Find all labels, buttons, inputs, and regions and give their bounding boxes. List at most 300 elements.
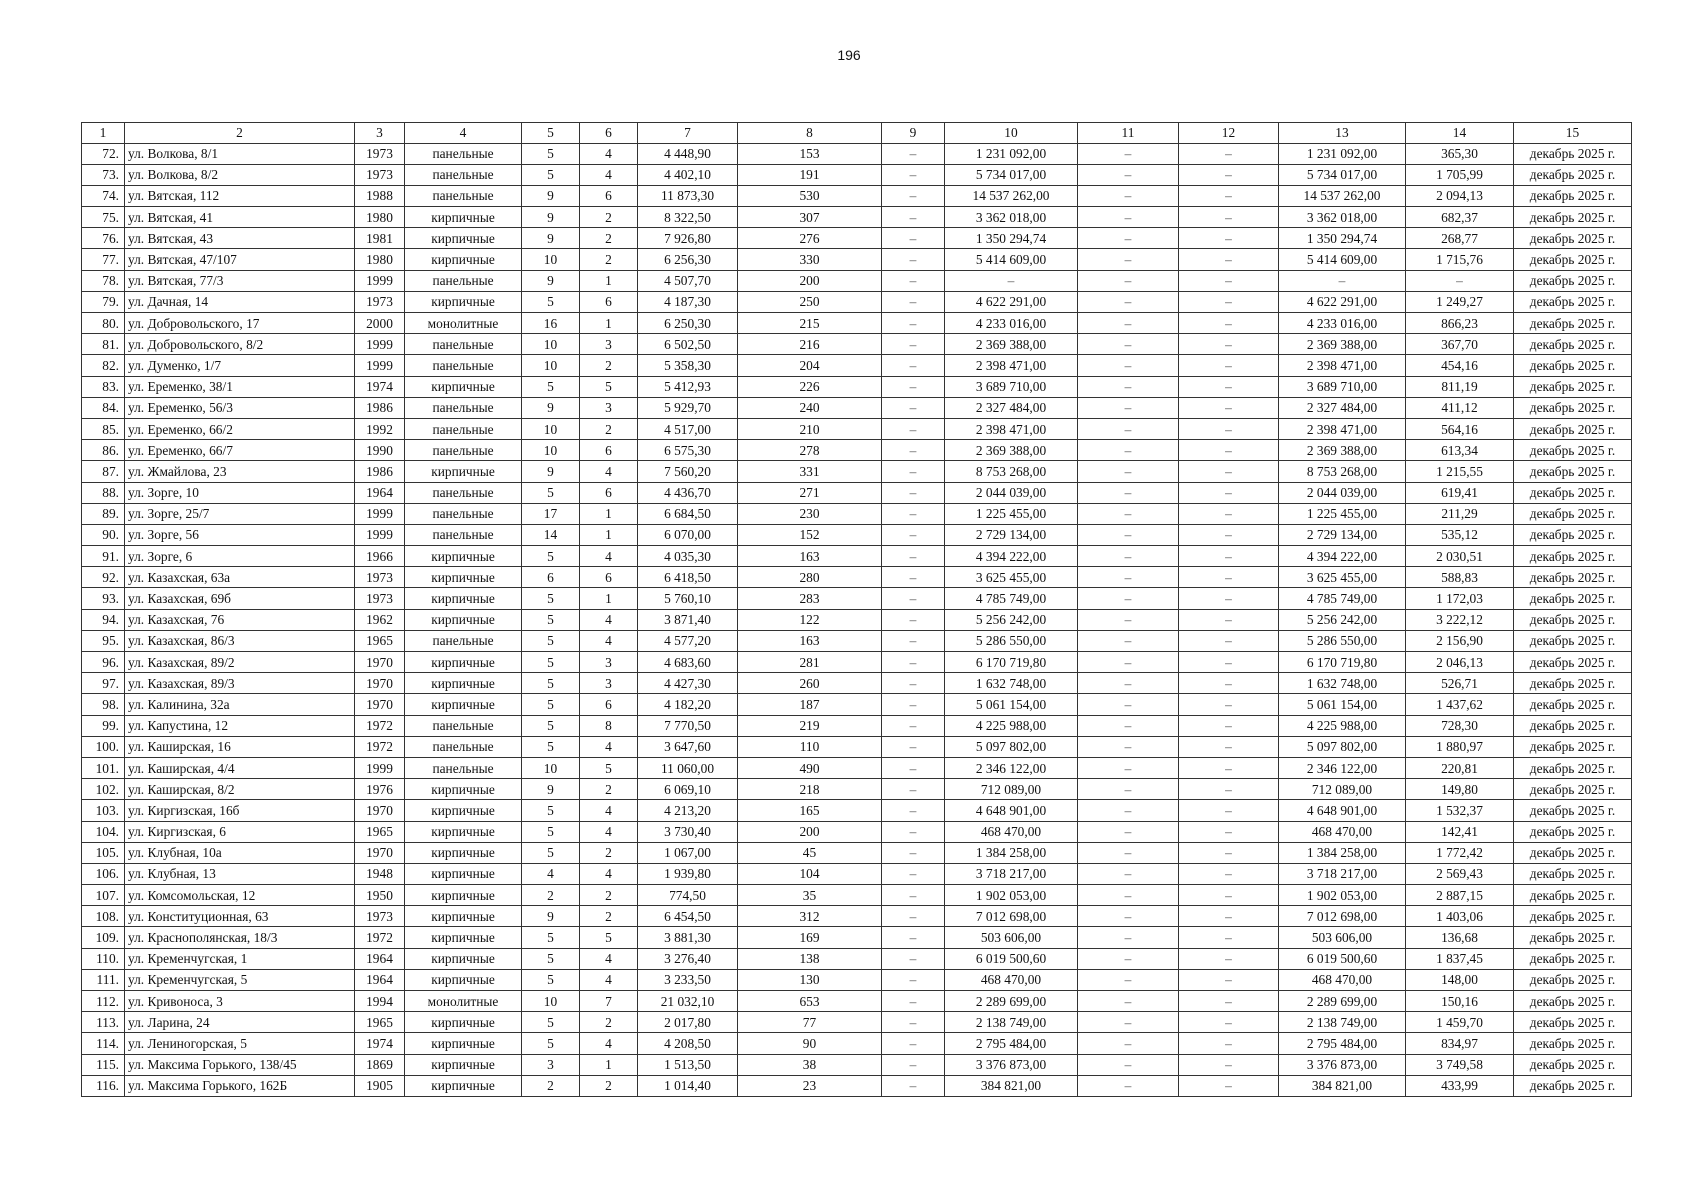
table-row bbox=[82, 164, 1632, 185]
cell-col-9: – bbox=[882, 461, 945, 482]
cell-total-cost: 4 225 988,00 bbox=[1279, 715, 1406, 736]
cell-residents: 35 bbox=[738, 885, 882, 906]
cell-year-built: 1999 bbox=[355, 757, 405, 778]
cell-col-12: – bbox=[1179, 948, 1279, 969]
cell-floors: 5 bbox=[522, 715, 580, 736]
cell-residents: 215 bbox=[738, 313, 882, 334]
cell-col-12: – bbox=[1179, 969, 1279, 990]
cell-total-area: 774,50 bbox=[638, 885, 738, 906]
cell-address: ул. Клубная, 13 bbox=[125, 863, 355, 884]
table-row bbox=[82, 821, 1632, 842]
cell-entrances: 4 bbox=[580, 143, 638, 164]
cell-cost: 1 632 748,00 bbox=[945, 673, 1078, 694]
cell-residents: 230 bbox=[738, 503, 882, 524]
cell-floors: 5 bbox=[522, 630, 580, 651]
cell-col-12: – bbox=[1179, 715, 1279, 736]
cell-col-9: – bbox=[882, 694, 945, 715]
cell-row-number: 103. bbox=[82, 800, 125, 821]
cell-row-number: 83. bbox=[82, 376, 125, 397]
cell-wall-material: панельные bbox=[405, 164, 522, 185]
cell-deadline: декабрь 2025 г. bbox=[1514, 567, 1632, 588]
cell-col-9: – bbox=[882, 1033, 945, 1054]
cell-cost: 3 689 710,00 bbox=[945, 376, 1078, 397]
cell-total-area: 3 871,40 bbox=[638, 609, 738, 630]
cell-col-9: – bbox=[882, 736, 945, 757]
table-row bbox=[82, 736, 1632, 757]
cell-entrances: 3 bbox=[580, 397, 638, 418]
cell-row-number: 91. bbox=[82, 546, 125, 567]
cell-address: ул. Казахская, 76 bbox=[125, 609, 355, 630]
cell-col-11: – bbox=[1078, 715, 1179, 736]
cell-deadline: декабрь 2025 г. bbox=[1514, 164, 1632, 185]
table-row bbox=[82, 588, 1632, 609]
cell-wall-material: кирпичные bbox=[405, 291, 522, 312]
cell-total-cost: 2 398 471,00 bbox=[1279, 418, 1406, 439]
cell-cost: 2 327 484,00 bbox=[945, 397, 1078, 418]
cell-year-built: 1962 bbox=[355, 609, 405, 630]
table-row bbox=[82, 418, 1632, 439]
cell-col-9: – bbox=[882, 906, 945, 927]
cell-col-11: – bbox=[1078, 1012, 1179, 1033]
cell-year-built: 1970 bbox=[355, 673, 405, 694]
cell-cost-per-sqm: 2 887,15 bbox=[1406, 885, 1514, 906]
cell-residents: 331 bbox=[738, 461, 882, 482]
cell-row-number: 96. bbox=[82, 652, 125, 673]
cell-total-cost: 2 398 471,00 bbox=[1279, 355, 1406, 376]
cell-residents: 216 bbox=[738, 334, 882, 355]
cell-year-built: 1970 bbox=[355, 694, 405, 715]
table-row bbox=[82, 673, 1632, 694]
cell-entrances: 2 bbox=[580, 1075, 638, 1096]
cell-col-11: – bbox=[1078, 821, 1179, 842]
cell-deadline: декабрь 2025 г. bbox=[1514, 991, 1632, 1012]
cell-floors: 4 bbox=[522, 863, 580, 884]
cell-col-9: – bbox=[882, 546, 945, 567]
cell-col-9: – bbox=[882, 1075, 945, 1096]
cell-col-12: – bbox=[1179, 991, 1279, 1012]
cell-residents: 280 bbox=[738, 567, 882, 588]
cell-entrances: 2 bbox=[580, 885, 638, 906]
cell-residents: 271 bbox=[738, 482, 882, 503]
table-row bbox=[82, 991, 1632, 1012]
cell-cost: 2 398 471,00 bbox=[945, 355, 1078, 376]
cell-year-built: 1869 bbox=[355, 1054, 405, 1075]
cell-address: ул. Клубная, 10а bbox=[125, 842, 355, 863]
cell-residents: 77 bbox=[738, 1012, 882, 1033]
cell-year-built: 1999 bbox=[355, 524, 405, 545]
cell-total-cost: 2 327 484,00 bbox=[1279, 397, 1406, 418]
cell-cost: 6 170 719,80 bbox=[945, 652, 1078, 673]
cell-year-built: 1981 bbox=[355, 228, 405, 249]
table-row bbox=[82, 376, 1632, 397]
register-table bbox=[81, 122, 1632, 1097]
cell-deadline: декабрь 2025 г. bbox=[1514, 313, 1632, 334]
cell-cost: 468 470,00 bbox=[945, 821, 1078, 842]
cell-deadline: декабрь 2025 г. bbox=[1514, 694, 1632, 715]
cell-row-number: 95. bbox=[82, 630, 125, 651]
cell-deadline: декабрь 2025 г. bbox=[1514, 948, 1632, 969]
cell-floors: 10 bbox=[522, 991, 580, 1012]
cell-total-cost: 4 394 222,00 bbox=[1279, 546, 1406, 567]
cell-floors: 6 bbox=[522, 567, 580, 588]
cell-floors: 14 bbox=[522, 524, 580, 545]
cell-deadline: декабрь 2025 г. bbox=[1514, 440, 1632, 461]
cell-cost: 14 537 262,00 bbox=[945, 185, 1078, 206]
cell-address: ул. Добровольского, 8/2 bbox=[125, 334, 355, 355]
table-row bbox=[82, 800, 1632, 821]
cell-row-number: 76. bbox=[82, 228, 125, 249]
cell-deadline: декабрь 2025 г. bbox=[1514, 1033, 1632, 1054]
cell-cost: 2 044 039,00 bbox=[945, 482, 1078, 503]
cell-col-9: – bbox=[882, 270, 945, 291]
cell-cost: 6 019 500,60 bbox=[945, 948, 1078, 969]
cell-total-area: 7 770,50 bbox=[638, 715, 738, 736]
cell-cost-per-sqm: 811,19 bbox=[1406, 376, 1514, 397]
cell-col-9: – bbox=[882, 1054, 945, 1075]
cell-address: ул. Думенко, 1/7 bbox=[125, 355, 355, 376]
cell-address: ул. Казахская, 89/3 bbox=[125, 673, 355, 694]
cell-col-12: – bbox=[1179, 800, 1279, 821]
cell-residents: 169 bbox=[738, 927, 882, 948]
cell-wall-material: кирпичные bbox=[405, 927, 522, 948]
cell-wall-material: панельные bbox=[405, 715, 522, 736]
cell-deadline: декабрь 2025 г. bbox=[1514, 842, 1632, 863]
cell-entrances: 5 bbox=[580, 757, 638, 778]
cell-floors: 5 bbox=[522, 1033, 580, 1054]
cell-total-cost: 4 785 749,00 bbox=[1279, 588, 1406, 609]
cell-wall-material: кирпичные bbox=[405, 969, 522, 990]
cell-wall-material: кирпичные bbox=[405, 249, 522, 270]
cell-total-cost: 468 470,00 bbox=[1279, 969, 1406, 990]
cell-address: ул. Волкова, 8/2 bbox=[125, 164, 355, 185]
cell-entrances: 2 bbox=[580, 1012, 638, 1033]
cell-total-area: 8 322,50 bbox=[638, 207, 738, 228]
cell-year-built: 1965 bbox=[355, 630, 405, 651]
cell-cost-per-sqm: 1 880,97 bbox=[1406, 736, 1514, 757]
cell-wall-material: кирпичные bbox=[405, 1075, 522, 1096]
cell-residents: 278 bbox=[738, 440, 882, 461]
cell-cost-per-sqm: 1 215,55 bbox=[1406, 461, 1514, 482]
cell-address: ул. Вятская, 41 bbox=[125, 207, 355, 228]
cell-address: ул. Каширская, 8/2 bbox=[125, 779, 355, 800]
cell-col-12: – bbox=[1179, 673, 1279, 694]
cell-wall-material: кирпичные bbox=[405, 461, 522, 482]
cell-address: ул. Еременко, 66/2 bbox=[125, 418, 355, 439]
cell-deadline: декабрь 2025 г. bbox=[1514, 673, 1632, 694]
cell-cost-per-sqm: 1 437,62 bbox=[1406, 694, 1514, 715]
cell-col-12: – bbox=[1179, 334, 1279, 355]
cell-deadline: декабрь 2025 г. bbox=[1514, 461, 1632, 482]
table-row bbox=[82, 1033, 1632, 1054]
cell-total-cost: 2 795 484,00 bbox=[1279, 1033, 1406, 1054]
cell-wall-material: панельные bbox=[405, 736, 522, 757]
table-row bbox=[82, 652, 1632, 673]
cell-cost-per-sqm: 142,41 bbox=[1406, 821, 1514, 842]
cell-wall-material: панельные bbox=[405, 757, 522, 778]
cell-year-built: 1974 bbox=[355, 1033, 405, 1054]
cell-total-area: 11 060,00 bbox=[638, 757, 738, 778]
cell-entrances: 5 bbox=[580, 927, 638, 948]
cell-deadline: декабрь 2025 г. bbox=[1514, 863, 1632, 884]
cell-row-number: 79. bbox=[82, 291, 125, 312]
cell-col-9: – bbox=[882, 1012, 945, 1033]
cell-entrances: 1 bbox=[580, 524, 638, 545]
cell-col-11: – bbox=[1078, 207, 1179, 228]
header-cell-10: 10 bbox=[945, 123, 1078, 144]
cell-col-11: – bbox=[1078, 1075, 1179, 1096]
table-row bbox=[82, 440, 1632, 461]
cell-deadline: декабрь 2025 г. bbox=[1514, 185, 1632, 206]
cell-floors: 5 bbox=[522, 842, 580, 863]
cell-col-12: – bbox=[1179, 143, 1279, 164]
cell-deadline: декабрь 2025 г. bbox=[1514, 207, 1632, 228]
cell-row-number: 106. bbox=[82, 863, 125, 884]
cell-col-12: – bbox=[1179, 291, 1279, 312]
table-row bbox=[82, 482, 1632, 503]
cell-total-cost: 1 632 748,00 bbox=[1279, 673, 1406, 694]
cell-col-9: – bbox=[882, 800, 945, 821]
cell-total-cost: 3 625 455,00 bbox=[1279, 567, 1406, 588]
cell-deadline: декабрь 2025 г. bbox=[1514, 270, 1632, 291]
cell-address: ул. Конституционная, 63 bbox=[125, 906, 355, 927]
cell-total-cost: 5 286 550,00 bbox=[1279, 630, 1406, 651]
cell-entrances: 1 bbox=[580, 503, 638, 524]
cell-floors: 5 bbox=[522, 291, 580, 312]
table-row bbox=[82, 143, 1632, 164]
cell-col-11: – bbox=[1078, 694, 1179, 715]
cell-residents: 312 bbox=[738, 906, 882, 927]
cell-total-cost: 503 606,00 bbox=[1279, 927, 1406, 948]
table-row bbox=[82, 948, 1632, 969]
cell-cost-per-sqm: 1 172,03 bbox=[1406, 588, 1514, 609]
cell-floors: 5 bbox=[522, 376, 580, 397]
cell-row-number: 109. bbox=[82, 927, 125, 948]
cell-wall-material: кирпичные bbox=[405, 588, 522, 609]
cell-wall-material: кирпичные bbox=[405, 652, 522, 673]
cell-floors: 9 bbox=[522, 207, 580, 228]
cell-col-9: – bbox=[882, 524, 945, 545]
cell-col-12: – bbox=[1179, 1075, 1279, 1096]
cell-residents: 218 bbox=[738, 779, 882, 800]
cell-row-number: 75. bbox=[82, 207, 125, 228]
cell-residents: 163 bbox=[738, 630, 882, 651]
cell-col-11: – bbox=[1078, 863, 1179, 884]
cell-wall-material: монолитные bbox=[405, 313, 522, 334]
cell-col-9: – bbox=[882, 757, 945, 778]
cell-floors: 5 bbox=[522, 546, 580, 567]
cell-floors: 9 bbox=[522, 185, 580, 206]
cell-row-number: 80. bbox=[82, 313, 125, 334]
cell-col-12: – bbox=[1179, 821, 1279, 842]
table-row bbox=[82, 1054, 1632, 1075]
cell-entrances: 6 bbox=[580, 694, 638, 715]
cell-cost-per-sqm: 454,16 bbox=[1406, 355, 1514, 376]
table-row bbox=[82, 863, 1632, 884]
cell-total-cost: 1 384 258,00 bbox=[1279, 842, 1406, 863]
cell-address: ул. Кременчугская, 1 bbox=[125, 948, 355, 969]
cell-total-cost: 8 753 268,00 bbox=[1279, 461, 1406, 482]
cell-wall-material: кирпичные bbox=[405, 1033, 522, 1054]
cell-total-area: 6 070,00 bbox=[638, 524, 738, 545]
cell-residents: 163 bbox=[738, 546, 882, 567]
cell-residents: 90 bbox=[738, 1033, 882, 1054]
cell-col-9: – bbox=[882, 842, 945, 863]
cell-col-9: – bbox=[882, 228, 945, 249]
cell-cost: 3 376 873,00 bbox=[945, 1054, 1078, 1075]
cell-row-number: 72. bbox=[82, 143, 125, 164]
cell-total-cost: 712 089,00 bbox=[1279, 779, 1406, 800]
cell-total-cost: 468 470,00 bbox=[1279, 821, 1406, 842]
cell-total-cost: 14 537 262,00 bbox=[1279, 185, 1406, 206]
cell-cost: 4 225 988,00 bbox=[945, 715, 1078, 736]
cell-entrances: 4 bbox=[580, 1033, 638, 1054]
cell-address: ул. Каширская, 4/4 bbox=[125, 757, 355, 778]
cell-total-area: 4 182,20 bbox=[638, 694, 738, 715]
cell-residents: 130 bbox=[738, 969, 882, 990]
cell-floors: 9 bbox=[522, 779, 580, 800]
cell-deadline: декабрь 2025 г. bbox=[1514, 652, 1632, 673]
cell-deadline: декабрь 2025 г. bbox=[1514, 885, 1632, 906]
cell-floors: 5 bbox=[522, 800, 580, 821]
cell-total-area: 3 730,40 bbox=[638, 821, 738, 842]
cell-wall-material: кирпичные bbox=[405, 207, 522, 228]
cell-cost-per-sqm: 526,71 bbox=[1406, 673, 1514, 694]
cell-total-cost: – bbox=[1279, 270, 1406, 291]
cell-total-cost: 2 346 122,00 bbox=[1279, 757, 1406, 778]
cell-address: ул. Еременко, 66/7 bbox=[125, 440, 355, 461]
cell-deadline: декабрь 2025 г. bbox=[1514, 503, 1632, 524]
cell-year-built: 1986 bbox=[355, 461, 405, 482]
cell-entrances: 6 bbox=[580, 482, 638, 503]
cell-entrances: 2 bbox=[580, 228, 638, 249]
cell-deadline: декабрь 2025 г. bbox=[1514, 1075, 1632, 1096]
cell-residents: 153 bbox=[738, 143, 882, 164]
cell-total-cost: 5 414 609,00 bbox=[1279, 249, 1406, 270]
cell-cost: 5 286 550,00 bbox=[945, 630, 1078, 651]
cell-wall-material: кирпичные bbox=[405, 779, 522, 800]
cell-floors: 5 bbox=[522, 482, 580, 503]
cell-address: ул. Казахская, 63а bbox=[125, 567, 355, 588]
cell-col-9: – bbox=[882, 715, 945, 736]
cell-address: ул. Казахская, 86/3 bbox=[125, 630, 355, 651]
cell-col-11: – bbox=[1078, 291, 1179, 312]
cell-col-12: – bbox=[1179, 588, 1279, 609]
cell-wall-material: кирпичные bbox=[405, 800, 522, 821]
cell-year-built: 1980 bbox=[355, 207, 405, 228]
table-row bbox=[82, 291, 1632, 312]
cell-col-12: – bbox=[1179, 906, 1279, 927]
cell-col-9: – bbox=[882, 885, 945, 906]
cell-year-built: 1973 bbox=[355, 164, 405, 185]
cell-total-cost: 3 362 018,00 bbox=[1279, 207, 1406, 228]
table-row bbox=[82, 609, 1632, 630]
cell-year-built: 1999 bbox=[355, 503, 405, 524]
cell-cost: 1 902 053,00 bbox=[945, 885, 1078, 906]
cell-residents: 200 bbox=[738, 270, 882, 291]
cell-row-number: 86. bbox=[82, 440, 125, 461]
cell-year-built: 1988 bbox=[355, 185, 405, 206]
table-row bbox=[82, 524, 1632, 545]
cell-deadline: декабрь 2025 г. bbox=[1514, 376, 1632, 397]
cell-total-area: 4 507,70 bbox=[638, 270, 738, 291]
cell-total-area: 4 208,50 bbox=[638, 1033, 738, 1054]
cell-row-number: 90. bbox=[82, 524, 125, 545]
cell-cost-per-sqm: 728,30 bbox=[1406, 715, 1514, 736]
cell-year-built: 1974 bbox=[355, 376, 405, 397]
cell-cost: 503 606,00 bbox=[945, 927, 1078, 948]
header-cell-4: 4 bbox=[405, 123, 522, 144]
cell-total-area: 5 412,93 bbox=[638, 376, 738, 397]
cell-col-12: – bbox=[1179, 1012, 1279, 1033]
cell-col-12: – bbox=[1179, 270, 1279, 291]
cell-total-cost: 3 376 873,00 bbox=[1279, 1054, 1406, 1075]
cell-cost-per-sqm: 433,99 bbox=[1406, 1075, 1514, 1096]
cell-col-11: – bbox=[1078, 503, 1179, 524]
cell-col-9: – bbox=[882, 652, 945, 673]
cell-year-built: 1964 bbox=[355, 969, 405, 990]
cell-col-11: – bbox=[1078, 1033, 1179, 1054]
cell-cost-per-sqm: 588,83 bbox=[1406, 567, 1514, 588]
cell-deadline: декабрь 2025 г. bbox=[1514, 1012, 1632, 1033]
cell-year-built: 1950 bbox=[355, 885, 405, 906]
table-row bbox=[82, 355, 1632, 376]
cell-col-11: – bbox=[1078, 736, 1179, 757]
cell-row-number: 99. bbox=[82, 715, 125, 736]
table-row bbox=[82, 228, 1632, 249]
cell-floors: 10 bbox=[522, 440, 580, 461]
cell-entrances: 1 bbox=[580, 1054, 638, 1075]
cell-wall-material: панельные bbox=[405, 143, 522, 164]
cell-col-9: – bbox=[882, 440, 945, 461]
cell-total-area: 6 069,10 bbox=[638, 779, 738, 800]
cell-cost: 468 470,00 bbox=[945, 969, 1078, 990]
cell-row-number: 115. bbox=[82, 1054, 125, 1075]
cell-wall-material: кирпичные bbox=[405, 863, 522, 884]
cell-col-9: – bbox=[882, 249, 945, 270]
cell-total-cost: 1 350 294,74 bbox=[1279, 228, 1406, 249]
cell-cost: 2 346 122,00 bbox=[945, 757, 1078, 778]
cell-residents: 250 bbox=[738, 291, 882, 312]
cell-col-11: – bbox=[1078, 757, 1179, 778]
cell-residents: 530 bbox=[738, 185, 882, 206]
cell-col-11: – bbox=[1078, 630, 1179, 651]
cell-wall-material: кирпичные bbox=[405, 885, 522, 906]
cell-wall-material: панельные bbox=[405, 630, 522, 651]
cell-cost: 2 369 388,00 bbox=[945, 440, 1078, 461]
cell-col-9: – bbox=[882, 376, 945, 397]
cell-residents: 276 bbox=[738, 228, 882, 249]
cell-cost: 2 729 134,00 bbox=[945, 524, 1078, 545]
cell-floors: 5 bbox=[522, 736, 580, 757]
cell-col-9: – bbox=[882, 609, 945, 630]
cell-col-12: – bbox=[1179, 228, 1279, 249]
header-cell-14: 14 bbox=[1406, 123, 1514, 144]
cell-col-11: – bbox=[1078, 355, 1179, 376]
cell-entrances: 4 bbox=[580, 461, 638, 482]
cell-residents: 226 bbox=[738, 376, 882, 397]
cell-col-9: – bbox=[882, 418, 945, 439]
cell-total-cost: 3 689 710,00 bbox=[1279, 376, 1406, 397]
cell-floors: 5 bbox=[522, 609, 580, 630]
cell-deadline: декабрь 2025 г. bbox=[1514, 482, 1632, 503]
table-row bbox=[82, 757, 1632, 778]
cell-total-area: 7 560,20 bbox=[638, 461, 738, 482]
cell-col-12: – bbox=[1179, 885, 1279, 906]
cell-deadline: декабрь 2025 г. bbox=[1514, 736, 1632, 757]
cell-total-cost: 384 821,00 bbox=[1279, 1075, 1406, 1096]
cell-total-area: 11 873,30 bbox=[638, 185, 738, 206]
cell-entrances: 1 bbox=[580, 588, 638, 609]
